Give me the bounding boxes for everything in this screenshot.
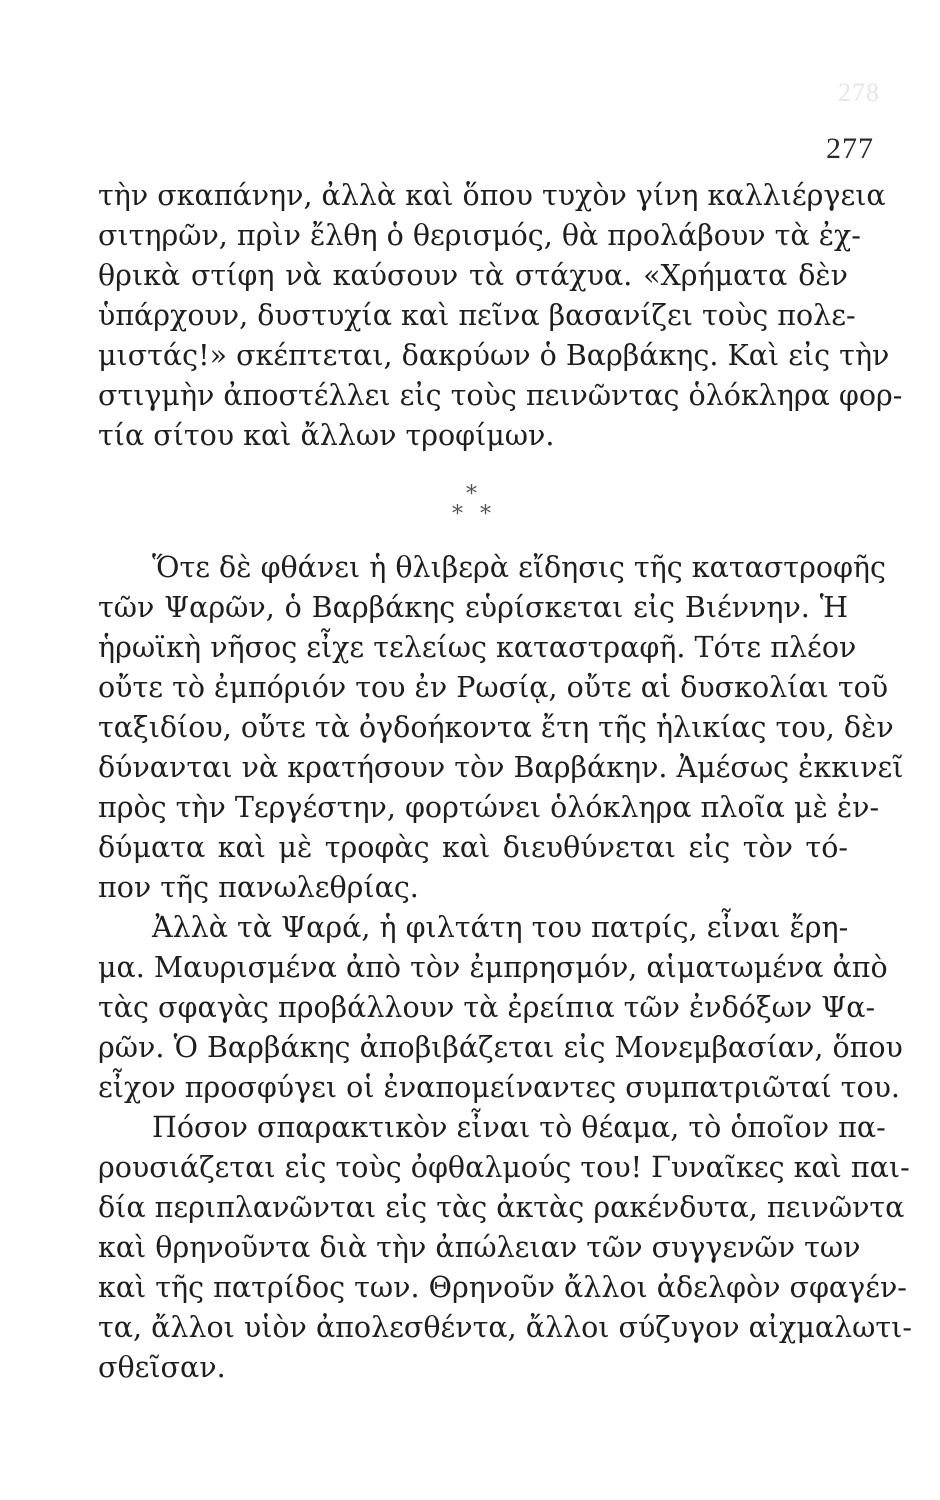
text-line: εἶχον προσφύγει οἱ ἐναπομείναντες συμπατριῶταί του. [98,1071,900,1104]
text-line: Πόσον σπαρακτικὸν εἶναι τὸ θέαμα, τὸ ὁποῖον πα- [152,1111,886,1144]
text-line: στιγμὴν ἀποστέλλει εἰς τοὺς πεινῶντας ὁλόκληρα φορ- [98,379,903,412]
text-line: καὶ θρηνοῦντα διὰ τὴν ἀπώλειαν τῶν συγγενῶν των [98,1231,861,1264]
text-line: τία σίτου καὶ ἄλλων τροφίμων. [98,419,555,452]
body-text [98,176,912,1388]
text-line: ταξιδίου, οὔτε τὰ ὀγδοήκοντα ἔτη τῆς ἡλικίας του, δὲν [98,711,894,744]
text-line: οὔτε τὸ ἐμπόριόν του ἐν Ρωσίᾳ, οὔτε αἱ δυσκολίαι τοῦ [98,671,889,704]
text-line: Ἀλλὰ τὰ Ψαρά, ἡ φιλτάτη του πατρίς, εἶναι ἔρη- [152,911,849,944]
text-line: τὴν σκαπάνην, ἀλλὰ καὶ ὅπου τυχὸν γίνη καλλιέργεια [98,179,886,212]
text-line: τῶν Ψαρῶν, ὁ Βαρβάκης εὑρίσκεται εἰς Βιέννην. Ἡ [98,591,848,624]
text-line: μα. Μαυρισμένα ἀπὸ τὸν ἐμπρησμόν, αἱματωμένα ἀπὸ [98,951,888,984]
bleed-through-page-number: 278 [838,78,880,107]
paragraph-4 [98,1108,912,1388]
text-line: τα, ἄλλοι υἱὸν ἀπολεσθέντα, ἄλλοι σύζυγον αἰχμαλωτι- [98,1311,912,1344]
text-line: δία περιπλανῶνται εἰς τὰς ἀκτὰς ρακένδυτα, πεινῶντα [98,1191,905,1224]
text-line: μιστάς!» σκέπτεται, δακρύων ὁ Βαρβάκης. Καὶ εἰς τὴν [98,339,890,372]
text-line: θρικὰ στίφη νὰ καύσουν τὰ στάχυα. «Χρήματα δὲν [98,259,848,292]
text-line: ρῶν. Ὁ Βαρβάκης ἀποβιβάζεται εἰς Μονεμβασίαν, ὅπου [98,1031,903,1064]
text-line: καὶ τῆς πατρίδος των. Θρηνοῦν ἄλλοι ἀδελφὸν σφαγέν- [98,1271,907,1304]
asterisk: * [452,502,463,527]
asterisk: * [466,482,477,507]
text-line: πον τῆς πανωλεθρίας. [98,871,419,904]
text-line: πρὸς τὴν Τεργέστην, φορτώνει ὁλόκληρα πλοῖα μὲ ἐν- [98,791,880,824]
text-line: ρουσιάζεται εἰς τοὺς ὀφθαλμούς του! Γυναῖκες καὶ παι- [98,1151,910,1184]
text-line: ὑπάρχουν, δυστυχία καὶ πεῖνα βασανίζει τοὺς πολε- [98,299,856,332]
text-line: τὰς σφαγὰς προβάλλουν τὰ ἐρείπια τῶν ἐνδόξων Ψα- [98,991,876,1024]
paragraph-1 [98,176,903,456]
page-number: 277 [826,132,874,165]
text-line: Ὅτε δὲ φθάνει ἡ θλιβερὰ εἴδησις τῆς καταστροφῆς [152,551,886,584]
text-line: σιτηρῶν, πρὶν ἔλθη ὁ θερισμός, θὰ προλάβουν τὰ ἐχ- [98,219,861,252]
text-line: σθεῖσαν. [98,1351,226,1384]
paragraph-2 [98,548,904,908]
section-separator [98,484,848,548]
text-line: ἡρωϊκὴ νῆσος εἶχε τελείως καταστραφῆ. Τότε πλέον [98,631,857,664]
text-line: δύνανται νὰ κρατήσουν τὸν Βαρβάκην. Ἀμέσως ἐκκινεῖ [98,751,904,784]
asterisk: * [480,502,491,527]
text-line: δύματα καὶ μὲ τροφὰς καὶ διευθύνεται εἰς τὸν τό- [98,831,848,864]
paragraph-3 [98,908,903,1108]
